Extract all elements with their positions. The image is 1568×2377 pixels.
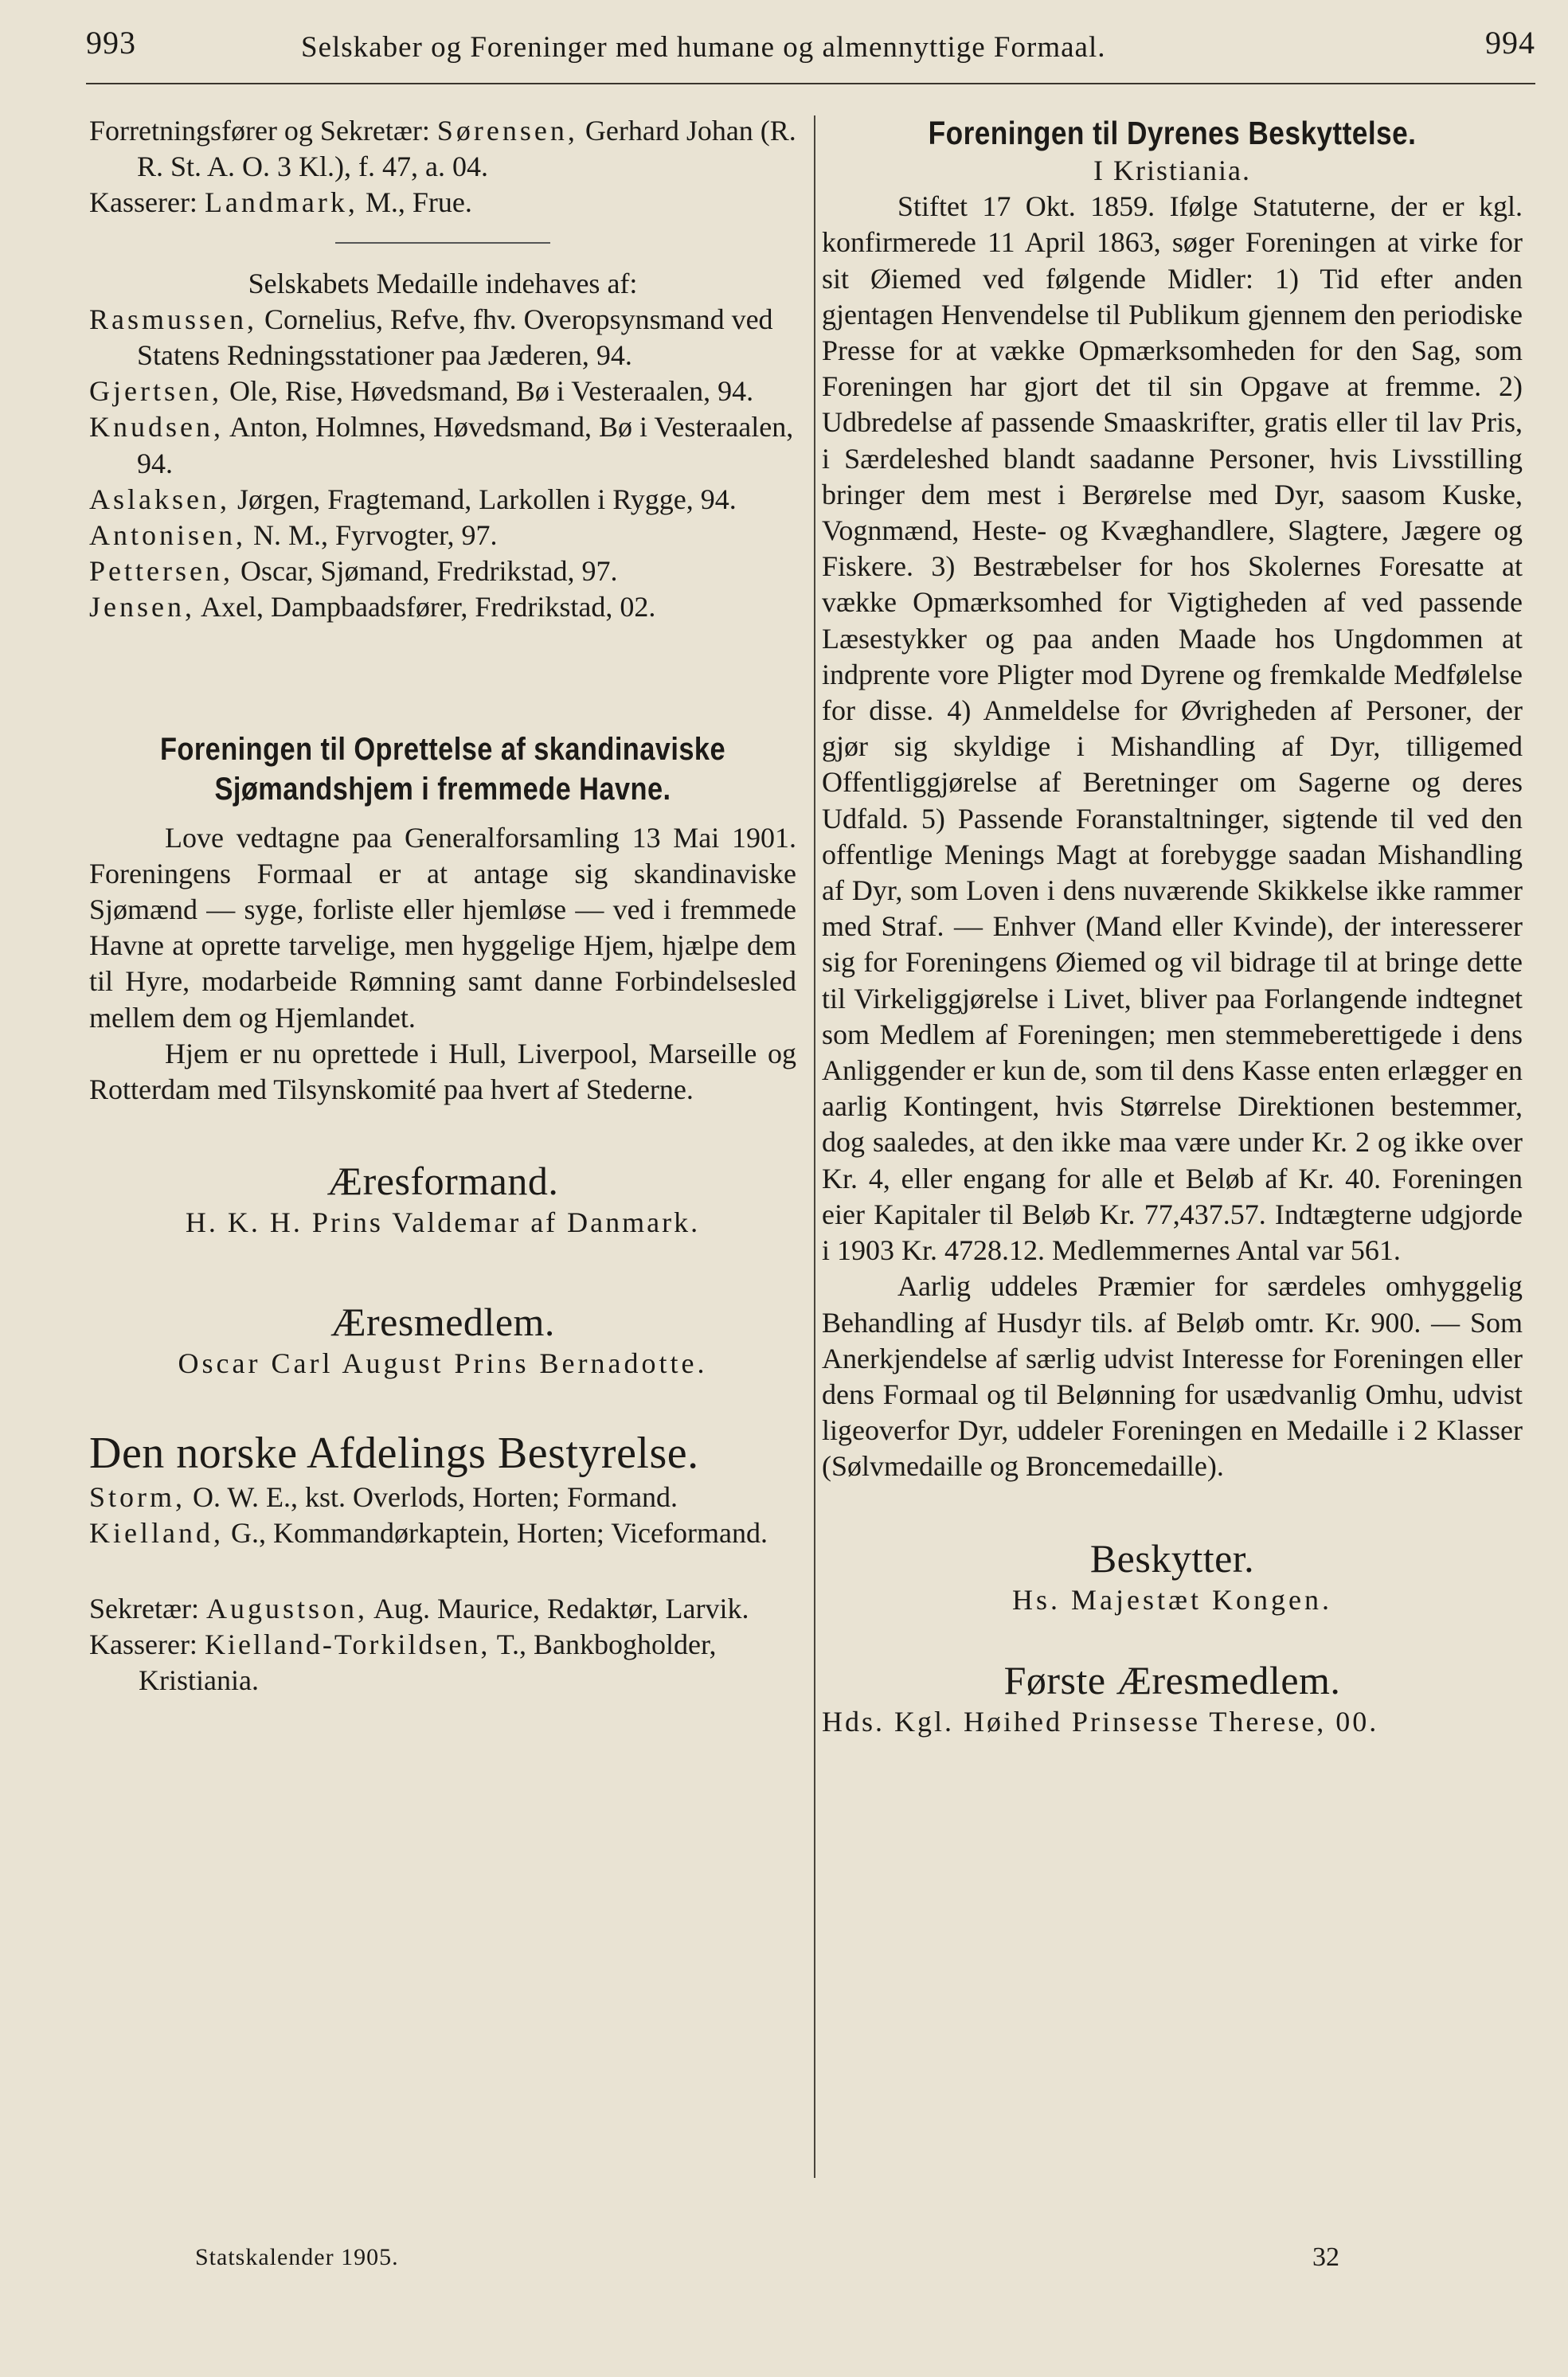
medal-entry — [89, 302, 796, 373]
medal-entry-details: Axel, Dampbaadsfører, Fredrikstad, 02. — [201, 591, 656, 624]
sjomandshjem-title-line-1: Foreningen til Oprettelse af skandinaviske — [159, 731, 726, 767]
medal-entry-details: N. M., Fyrvogter, 97. — [253, 519, 498, 552]
aeresmedlem-heading: Æresmedlem. — [330, 1300, 555, 1345]
page-number-right: 994 — [1485, 25, 1535, 61]
running-title: Selskaber og Foreninger med humane og almennyttige Formaal. — [301, 31, 1106, 64]
footer-signature-number: 32 — [1312, 2242, 1339, 2272]
aeresmedlem-name: Oscar Carl August Prins Bernadotte. — [178, 1347, 708, 1380]
aeresformand-heading: Æresformand. — [327, 1159, 559, 1204]
kasserer-label: Kasserer: — [89, 186, 197, 219]
column-divider — [814, 115, 815, 2178]
sjomandshjem-paragraph-1: Love vedtagne paa Generalforsamling 13 Mai 1901. Foreningens Formaal er at antage sig skandinaviske Sjømænd — syge, forliste eller hjemløse — ved i fremmede Havne at oprette tarvelige, men hyggelige Hjem, hjælpe dem til Hyre, modarbeide Rømning samt danne Forbindelsesled mellem dem og Hjemlandet. — [89, 821, 796, 1034]
left-column — [89, 113, 796, 1699]
kasserer2-details: T., Bankbogholder, Kristiania. — [139, 1628, 717, 1697]
footer-publication: Statskalender 1905. — [195, 2244, 399, 2270]
bestyrelse-name: Storm, — [89, 1480, 186, 1513]
sjomandshjem-paragraph-2: Hjem er nu oprettede i Hull, Liverpool, Marseille og Rotterdam med Tilsynskomité paa hvert af Stederne. — [89, 1037, 796, 1106]
foerste-aeresmedlem-name: Hds. Kgl. Høihed Prinsesse Therese, 00. — [822, 1705, 1379, 1738]
bestyrelse-entry — [89, 1480, 796, 1515]
dyrenes-title: Foreningen til Dyrenes Beskyttelse. — [928, 115, 1417, 151]
dyrenes-place: I Kristiania. — [1093, 154, 1251, 186]
medal-entry-name: Knudsen, — [89, 411, 224, 444]
kasserer2-name: Kielland-Torkildsen, — [204, 1628, 491, 1661]
forretningsforer-label: Forretningsfører og Sekretær: — [89, 115, 430, 147]
running-head — [86, 24, 1535, 72]
bestyrelse-name: Kielland, — [89, 1516, 224, 1549]
medal-entry — [89, 409, 796, 481]
sekretar-label: Sekretær: — [89, 1593, 199, 1625]
medal-entry-name: Antonisen, — [89, 519, 246, 552]
medal-heading: Selskabets Medaille indehaves af: — [248, 267, 638, 299]
medal-entry-details: Oscar, Sjømand, Fredrikstad, 97. — [240, 555, 618, 588]
page-number-left: 993 — [86, 25, 136, 61]
aeresformand-name: H. K. H. Prins Valdemar af Danmark. — [185, 1206, 701, 1239]
sjomandshjem-title — [139, 729, 747, 809]
sekretar-entry — [89, 1591, 796, 1627]
medal-entry-name: Gjertsen, — [89, 375, 222, 408]
kasserer2-entry — [89, 1627, 796, 1699]
medal-entry — [89, 482, 796, 518]
bestyrelse-entry — [89, 1515, 796, 1551]
medal-entry-name: Rasmussen, — [89, 303, 257, 335]
medal-entry — [89, 589, 796, 625]
medal-entry — [89, 553, 796, 589]
header-rule — [86, 83, 1535, 84]
sjomandshjem-title-line-2: Sjømandshjem i fremmede Havne. — [214, 771, 671, 807]
kasserer-details: M., Frue. — [365, 186, 472, 219]
dyrenes-paragraph-1: Stiftet 17 Okt. 1859. Ifølge Statuterne, der er kgl. konfirmerede 11 April 1863, søger Foreningen at virke for sit Øiemed ved følgende Midler: 1) Tid efter anden gjentagen Henvendelse til Publikum gjennem den periodiske Presse for at vække Opmærksomheden for den Sag, som Foreningen har gjort det til sin Opgave at fremme. 2) Udbredelse af passende Smaaskrifter, gratis eller til lav Pris, i Særdeleshed blandt saadanne Personer, hvis Livsstilling bringer dem mest i Berørelse med Dyr, saasom Kuske, Vognmænd, Heste- og Kvæghandlere, Slagtere, Jægere og Fiskere. 3) Bestræbelser for hos Skolernes Foresatte at vække Opmærksomhed for Vigtigheden af ved passende Læsestykker og paa anden Maade hos Ungdommen at indprente vore Pligter mod Dyrene og fremkalde Medfølelse for disse. 4) Anmeldelse for Øvrigheden af Personer, der gjør sig skyldige i Mishandling af Dyr, tilligemed Offentliggjørelse af Beretninger om Sagerne og deres Udfald. 5) Passende Foranstaltninger, sigtende til ved den offentlige Menings Magt at forebygge saadan Mishandling af Dyr, som Loven i dens nuværende Skikkelse ikke rammer med Straf. — Enhver (Mand eller Kvinde), der interesserer sig for Foreningens Øiemed og vil bidrage til at bringe dette til Virkeliggjørelse i Livet, bliver paa Forlangende indtegnet som Medlem af Foreningen; men stemmeberettigede i dens Anliggender er kun de, som til dens Kasse enten erlægger en aarlig Kontingent, hvis Størrelse Direktionen bestemmer, dog saaledes, at den ikke maa være under Kr. 2 og ikke over Kr. 4, eller engang for alle et Beløb af Kr. 40. Foreningen eier Kapitaler til Beløb Kr. 77,437.57. Indtægterne udgjorde i 1903 Kr. 4728.12. Medlemmernes Antal var 561. — [822, 190, 1523, 1267]
beskytter-heading: Beskytter. — [1089, 1535, 1255, 1581]
medal-entry-details: Jørgen, Fragtemand, Larkollen i Rygge, 94. — [237, 483, 737, 515]
medal-entry-name: Pettersen, — [89, 555, 233, 588]
sekretar-name: Augustson, — [205, 1593, 369, 1625]
forretningsforer-entry — [89, 113, 796, 185]
forretningsforer-details: Gerhard Johan (R. R. St. A. O. 3 Kl.), f. 47, a. 04. — [137, 115, 796, 183]
bestyrelse-heading: Den norske Afdelings Bestyrelse. — [89, 1428, 699, 1478]
kasserer-name: Landmark, — [204, 186, 358, 219]
medal-entry-details: Cornelius, Refve, fhv. Overopsynsmand ved Statens Redningsstationer paa Jæderen, 94. — [137, 303, 773, 372]
dyrenes-paragraph-2: Aarlig uddeles Præmier for særdeles omhyggelig Behandling af Husdyr tils. af Beløb omtr. Kr. 900. — Som Anerkjendelse af særlig udvist Interesse for Foreningen eller dens Formaal og til Belønning for usædvanlig Omhu, udvist ligeoverfor Dyr, uddeler Foreningen en Medaille i 2 Klasser (Sølvmedaille og Broncemedaille). — [822, 1270, 1523, 1483]
medal-entry — [89, 518, 796, 553]
medal-entry-details: Anton, Holmnes, Høvedsmand, Bø i Vesteraalen, 94. — [137, 411, 794, 479]
medal-list — [89, 302, 796, 626]
sekretar-details: Aug. Maurice, Redaktør, Larvik. — [373, 1593, 749, 1625]
bestyrelse-details: G., Kommandørkaptein, Horten; Viceformand. — [230, 1516, 768, 1549]
right-column — [822, 113, 1523, 1740]
medal-entry-name: Aslaksen, — [89, 483, 230, 515]
medal-entry — [89, 373, 796, 409]
forretningsforer-name: Sørensen, — [436, 115, 578, 147]
medal-entry-details: Ole, Rise, Høvedsmand, Bø i Vesteraalen, 94. — [229, 375, 754, 408]
kasserer-entry — [89, 185, 796, 221]
foerste-aeresmedlem-heading: Første Æresmedlem. — [1003, 1657, 1341, 1703]
bestyrelse-details: O. W. E., kst. Overlods, Horten; Formand. — [193, 1480, 678, 1513]
medal-entry-name: Jensen, — [89, 591, 195, 624]
beskytter-name: Hs. Majestæt Kongen. — [1012, 1583, 1332, 1616]
section-divider — [335, 242, 550, 244]
kasserer2-label: Kasserer: — [89, 1628, 197, 1661]
